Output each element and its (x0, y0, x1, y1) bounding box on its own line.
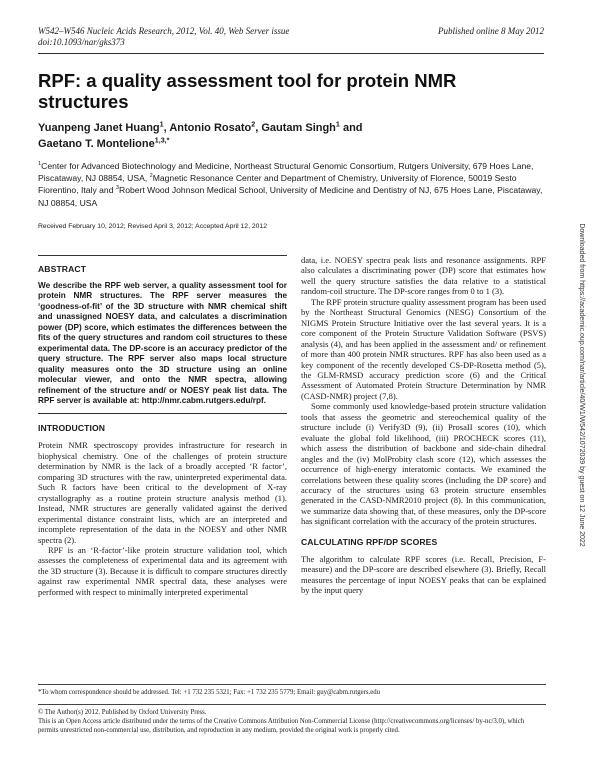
introduction-heading: INTRODUCTION (38, 423, 106, 434)
affil-number: 1 (38, 161, 42, 168)
author-affil-mark: 1 (159, 120, 164, 129)
article-dates: Received February 10, 2012; Revised April 3, 2012; Accepted April 12, 2012 (38, 223, 267, 230)
download-watermark (576, 205, 586, 565)
abstract-bottom-rule (38, 413, 287, 414)
intro-paragraph: RPF is an ‘R-factor’-like protein structure validation tool, which assesses the completeness of experimental data and its agreement with the 3D structure (3). Because it is difficult to compare structures directly against raw experimental NMR spectral data, these analyses were performed with respect to minimally interpreted experimental (38, 544, 287, 597)
author-name: Yuanpeng Janet Huang (38, 122, 160, 134)
calculating-paragraph: The algorithm to calculate RPF scores (i.e. Recall, Precision, F-measure) and the DP-score are described elsewhere (3). Briefly, Recall measures the percentage of input NOESY peaks that can be explained by the input query (301, 553, 546, 596)
journal-header (38, 26, 378, 48)
download-watermark-text: Downloaded from https://academic.oup.com/nar/article/40/W1/W542/1072039 by guest on 12 June 2022 (578, 223, 585, 547)
intro-paragraph: data, i.e. NOESY spectra peak lists and resonance assignments. RPF also calculates a discriminating power (DP) score that estimates how well the query structure satisfies the data relative to a statistical random-coil structure. The DP-score ranges from 0 to 1 (3). (301, 255, 546, 297)
footnote-divider (38, 684, 546, 685)
intro-paragraph: Protein NMR spectroscopy provides infrastructure for research in biophysical chemistry. One of the challenges of protein structure determination by NMR is the lack of a broadly accepted ‘R factor’, comparing 3D structures with the raw, uninterpreted experimental data. Such R factors have been critical to the development of X-ray crystallography as a routine protein structure analysis method (1). Instead, NMR structures are generally validated against the derived experimental distance constraint lists, which are an interpreted and incomplete representation of the data in the NOESY and other NMR spectra (2). (38, 440, 287, 545)
journal-citation: W542–W546 Nucleic Acids Research, 2012, Vol. 40, Web Server issue (38, 26, 290, 36)
author-affil-mark: 1,3,* (154, 136, 170, 145)
published-date: Published online 8 May 2012 (438, 26, 544, 36)
affil-number: 3 (115, 185, 119, 192)
author-name: Antonio Rosato (169, 122, 252, 134)
affil-text: Robert Wood Johnson Medical School, University of Medicine and Dentistry of NJ, 675 Hoes Lane, Piscataway, NJ 08854, USA (38, 185, 543, 208)
license-text: This is an Open Access article distributed under the terms of the Creative Commons Attribution Non-Commercial License (http://creativecommons.org/licenses/ by-nc/3.0), which permits unrestricted non-commercial use, distribution, and reproduction in any medium, provided the original work is properly cited. (38, 718, 525, 734)
affiliations (38, 160, 548, 209)
calculating-heading: CALCULATING RPF/DP SCORES (301, 536, 438, 547)
right-column (301, 255, 546, 596)
doi: doi:10.1093/nar/gks373 (38, 37, 125, 47)
author-affil-mark: 2 (251, 120, 256, 129)
abstract-heading: ABSTRACT (38, 264, 87, 274)
left-column (38, 255, 287, 597)
affil-text: Center for Advanced Biotechnology and Medicine, Northeast Structural Genomic Consortium, Rutgers University, 679 Hoes Lane, Piscataway, NJ 08854, USA, (38, 161, 534, 184)
header-divider (38, 53, 544, 54)
author-list: Yuanpeng Janet Huang$^1$, Antonio Rosato$^2$, Gautam Singh$^1$ and Gaetano T. Montelione$^{1,3,*}$ (38, 120, 363, 150)
article-title: RPF: a quality assessment tool for protein NMR structures (38, 70, 457, 112)
author-conjunction: and (342, 122, 363, 134)
abstract-text: We describe the RPF web server, a quality assessment tool for protein NMR structures. The RPF server measures the ‘goodness-of-fit’ of the 3D structure with NMR chemical shift and unassigned NOESY data, and calculates a discrimination power (DP) score, which estimates the differences between the fits of the query structures and random coil structures to these experimental data. The DP-score is an accuracy predictor of the query structure. The RPF server also maps local structure quality measures onto the 3D structure using an online molecular viewer, and onto the NMR spectra, allowing refinement of the structure and/ or NOESY peak list data. The RPF server is available at: http://nmr.cabm.rutgers.edu/rpf. (38, 281, 287, 405)
copyright-block (38, 708, 546, 735)
copyright-divider (38, 704, 546, 705)
intro-paragraph: The RPF protein structure quality assessment program has been used by the Northeast Structural Genomics (NESG) Consortium of the NIGMS Protein Structure Initiative over the last several years. It is a core component of the Protein Structure Validation Software (PSVS) analysis (4), and has been applied in the assessment and/ or refinement of more than 400 protein NMR structures. RPF has also been used as a key component of the recently developed CS-DP-Rosetta method (5), the GLM-RMSD accuracy prediction score (6) and the Critical Assessment of Automated Protein Structure Determination by NMR (CASD-NMR) project (7,8). (301, 296, 546, 401)
intro-paragraph: Some commonly used knowledge-based protein structure validation tools that assess the geometric and stereochemical quality of the structure include (i) Verify3D (9), (ii) ProsaII scores (10), which evaluate the global fold likelihood, (iii) PROCHECK scores (11), which assess the distribution of backbone and side-chain dihedral angles and the (iv) MolProbity clash score (12), which assesses the occurrence of high-energy interatomic contacts. We examined the correlations between these quality scores (including the DP score) and accuracy of the structures using 63 protein structure ensembles generated in the CASD-NMR2010 project (8). In this communication, we summarize data showing that, of these measures, only the DP-score has significant correlation with the accuracy of the protein structures. (301, 401, 546, 527)
correspondence-footnote: *To whom correspondence should be addressed. Tel: +1 732 235 5321; Fax: +1 732 235 5779; Email: guy@cabm.rutgers.edu (38, 689, 381, 696)
abstract-top-rule (38, 255, 287, 256)
author-name: Gautam Singh (261, 122, 336, 134)
copyright-line: © The Author(s) 2012. Published by Oxford University Press. (38, 709, 207, 716)
author-name: Gaetano T. Montelione (38, 138, 155, 150)
author-affil-mark: 1 (335, 120, 340, 129)
affil-text: Magnetic Resonance Center and Department of Chemistry, University of Florence, 50019 Sesto Fiorentino, Italy and (38, 173, 517, 196)
affil-number: 2 (149, 173, 153, 180)
